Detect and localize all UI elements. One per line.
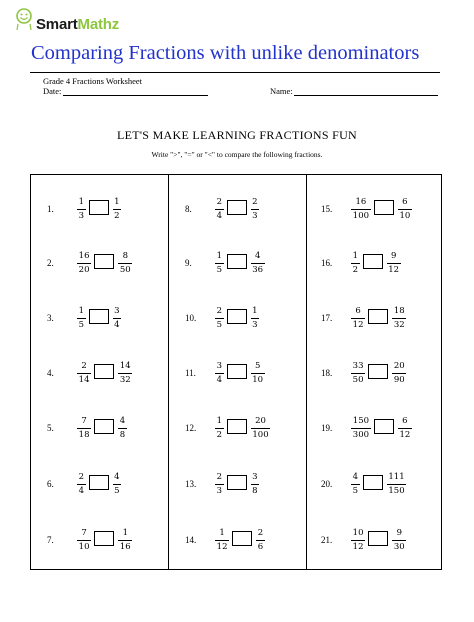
fraction [392, 361, 406, 385]
comparison-answer-box[interactable] [94, 364, 114, 379]
fraction-denominator: 2 [114, 211, 120, 221]
comparison-answer-box[interactable] [368, 364, 388, 379]
column-divider [306, 175, 307, 569]
problem-6 [47, 472, 167, 500]
fraction-bar [215, 428, 224, 429]
problem-number: 10. [185, 313, 197, 323]
fraction-numerator: 1 [216, 251, 222, 261]
fraction-bar [351, 209, 371, 210]
comparison-answer-box[interactable] [227, 200, 247, 215]
fraction [118, 361, 132, 385]
fraction-numerator: 1 [78, 197, 84, 207]
fraction [351, 306, 365, 330]
fraction [392, 306, 406, 330]
fraction-numerator: 6 [355, 306, 361, 316]
fraction-denominator: 50 [352, 375, 364, 385]
fraction [113, 197, 122, 221]
fraction-bar [113, 209, 122, 210]
problem-number: 21. [321, 535, 333, 545]
fraction-numerator: 1 [216, 416, 222, 426]
fraction-bar [256, 540, 265, 541]
problem-number: 15. [321, 204, 333, 214]
fraction-bar [118, 428, 127, 429]
fraction-numerator: 2 [216, 472, 222, 482]
fraction-denominator: 5 [352, 486, 358, 496]
fraction-numerator: 2 [78, 472, 84, 482]
fraction-denominator: 36 [252, 265, 264, 275]
fraction [351, 528, 365, 552]
fraction-numerator: 6 [402, 197, 408, 207]
fraction-bar [77, 318, 86, 319]
fraction [77, 306, 86, 330]
comparison-answer-box[interactable] [89, 200, 109, 215]
fraction-numerator: 1 [219, 528, 225, 538]
comparison-answer-box[interactable] [94, 531, 114, 546]
problem-number: 20. [321, 479, 333, 489]
fraction [113, 306, 122, 330]
title-divider [30, 72, 440, 73]
problem-number: 4. [47, 368, 54, 378]
fraction-numerator: 5 [254, 361, 261, 371]
problem-number: 12. [185, 423, 197, 433]
fraction-bar [77, 209, 86, 210]
fraction-numerator: 4 [114, 472, 120, 482]
fraction-denominator: 150 [388, 486, 405, 496]
problem-4 [47, 361, 167, 389]
fraction-bar [215, 484, 224, 485]
fraction-denominator: 4 [114, 320, 120, 330]
fraction-numerator: 2 [216, 197, 222, 207]
fraction-numerator: 3 [216, 361, 222, 371]
date-label: Date: [43, 86, 62, 96]
fraction [387, 251, 401, 275]
fraction [398, 197, 412, 221]
fraction-denominator: 12 [399, 430, 411, 440]
fraction-numerator: 16 [78, 251, 90, 261]
fraction-bar [351, 263, 360, 264]
brand-mathz: Mathz [77, 16, 120, 33]
fraction-numerator: 9 [390, 251, 397, 261]
fraction [351, 251, 360, 275]
problem-11 [185, 361, 305, 389]
fraction [77, 197, 86, 221]
comparison-answer-box[interactable] [227, 475, 247, 490]
problem-18 [321, 361, 441, 389]
problem-number: 17. [321, 313, 333, 323]
fraction-bar [251, 428, 271, 429]
comparison-answer-box[interactable] [374, 200, 394, 215]
comparison-answer-box[interactable] [363, 475, 383, 490]
fraction-denominator: 10 [252, 375, 264, 385]
fraction-denominator: 300 [352, 430, 370, 440]
fraction-denominator: 12 [216, 542, 228, 552]
fraction-denominator: 14 [78, 375, 90, 385]
fraction-bar [77, 428, 91, 429]
instructions: Write ">", "=" or "<" to compare the following fractions. [151, 150, 323, 159]
fraction-bar [392, 318, 406, 319]
fraction-denominator: 4 [78, 486, 84, 496]
fraction [113, 472, 122, 496]
name-field-line[interactable] [294, 95, 438, 96]
problem-13 [185, 472, 305, 500]
fraction [77, 528, 91, 552]
fraction-bar [215, 209, 224, 210]
fraction-numerator: 4 [352, 472, 358, 482]
problem-21 [321, 528, 441, 556]
problem-number: 6. [47, 479, 54, 489]
fraction [251, 472, 260, 496]
fraction-bar [387, 263, 401, 264]
fraction-numerator: 2 [81, 361, 87, 371]
fraction [118, 416, 127, 440]
fraction-denominator: 32 [119, 375, 131, 385]
fraction [77, 251, 91, 275]
fraction-numerator: 2 [216, 306, 222, 316]
fraction [118, 528, 132, 552]
problem-15 [321, 197, 441, 225]
fraction-denominator: 3 [78, 211, 84, 221]
problem-number: 5. [47, 423, 54, 433]
fraction [215, 197, 224, 221]
worksheet-heading: LET'S MAKE LEARNING FRACTIONS FUN [116, 128, 358, 142]
fraction [251, 361, 265, 385]
comparison-answer-box[interactable] [94, 254, 114, 269]
name-label: Name: [270, 86, 293, 96]
problem-number: 7. [47, 535, 54, 545]
fraction-bar [398, 209, 412, 210]
fraction-denominator: 100 [352, 211, 370, 221]
fraction-numerator: 7 [81, 528, 87, 538]
fraction-denominator: 6 [257, 542, 264, 552]
comparison-answer-box[interactable] [232, 531, 252, 546]
fraction [251, 197, 260, 221]
problem-19 [321, 416, 441, 444]
problem-number: 16. [321, 258, 333, 268]
fraction-denominator: 8 [119, 430, 126, 440]
problem-9 [185, 251, 305, 279]
fraction-denominator: 5 [114, 486, 120, 496]
fraction-denominator: 16 [119, 542, 131, 552]
comparison-answer-box[interactable] [89, 475, 109, 490]
fraction [215, 416, 224, 440]
problem-8 [185, 197, 305, 225]
fraction-denominator: 4 [216, 211, 222, 221]
problem-2 [47, 251, 167, 279]
fraction-bar [351, 428, 371, 429]
worksheet-label: Grade 4 Fractions Worksheet [43, 76, 143, 86]
fraction-denominator: 10 [78, 542, 90, 552]
fraction-denominator: 32 [393, 320, 405, 330]
fraction [215, 361, 224, 385]
fraction [77, 416, 91, 440]
problem-14 [185, 528, 305, 556]
problem-number: 11. [185, 368, 196, 378]
fraction-denominator: 2 [216, 430, 222, 440]
fraction-bar [77, 263, 91, 264]
problem-1 [47, 197, 167, 225]
comparison-answer-box[interactable] [227, 254, 247, 269]
fraction-bar [398, 428, 412, 429]
fraction-numerator: 3 [252, 472, 258, 482]
fraction-numerator: 1 [114, 197, 120, 207]
fraction [351, 472, 360, 496]
fraction-bar [251, 484, 260, 485]
problem-12 [185, 416, 305, 444]
fraction-numerator: 6 [402, 416, 408, 426]
fraction-bar [387, 484, 407, 485]
fraction-denominator: 90 [393, 375, 405, 385]
fraction-bar [392, 540, 406, 541]
fraction-bar [113, 484, 122, 485]
fraction-bar [215, 263, 224, 264]
fraction-denominator: 30 [393, 542, 405, 552]
fraction [387, 472, 407, 496]
fraction-bar [113, 318, 122, 319]
problem-16 [321, 251, 441, 279]
fraction-bar [392, 373, 406, 374]
fraction [392, 528, 406, 552]
fraction-bar [77, 484, 86, 485]
page-title: Comparing Fractions with unlike denominators [31, 42, 420, 64]
problem-number: 3. [47, 313, 54, 323]
fraction-bar [118, 373, 132, 374]
fraction-bar [351, 318, 365, 319]
comparison-answer-box[interactable] [227, 309, 247, 324]
brand-smart: Smart [36, 16, 78, 33]
fraction-numerator: 2 [252, 197, 258, 207]
comparison-answer-box[interactable] [227, 419, 247, 434]
comparison-answer-box[interactable] [368, 531, 388, 546]
fraction-bar [215, 540, 229, 541]
fraction-denominator: 5 [216, 265, 222, 275]
fraction-denominator: 3 [216, 486, 222, 496]
fraction-bar [351, 373, 365, 374]
fraction-numerator: 2 [257, 528, 264, 538]
comparison-answer-box[interactable] [374, 419, 394, 434]
fraction-denominator: 4 [216, 375, 222, 385]
comparison-answer-box[interactable] [227, 364, 247, 379]
problem-7 [47, 528, 167, 556]
fraction [351, 416, 371, 440]
fraction [256, 528, 265, 552]
fraction [398, 416, 412, 440]
fraction [215, 472, 224, 496]
fraction-denominator: 12 [352, 320, 364, 330]
fraction [251, 306, 260, 330]
fraction-bar [77, 540, 91, 541]
problem-number: 13. [185, 479, 197, 489]
fraction-denominator: 8 [252, 486, 258, 496]
fraction-numerator: 7 [81, 416, 87, 426]
fraction-numerator: 9 [396, 528, 402, 538]
problem-17 [321, 306, 441, 334]
fraction [351, 197, 371, 221]
fraction [251, 251, 265, 275]
fraction [215, 251, 224, 275]
fraction-numerator: 33 [352, 361, 364, 371]
fraction-numerator: 1 [252, 306, 258, 316]
problem-number: 18. [321, 368, 333, 378]
problem-5 [47, 416, 167, 444]
fraction-bar [251, 373, 265, 374]
fraction-denominator: 10 [399, 211, 411, 221]
fraction-denominator: 3 [252, 211, 258, 221]
fraction-denominator: 50 [119, 265, 131, 275]
fraction-denominator: 12 [352, 542, 364, 552]
fraction-numerator: 18 [393, 306, 405, 316]
fraction-numerator: 4 [254, 251, 261, 261]
problem-number: 14. [185, 535, 197, 545]
fraction-bar [251, 318, 260, 319]
fraction [215, 306, 224, 330]
fraction [118, 251, 132, 275]
fraction-numerator: 16 [355, 197, 367, 207]
fraction-numerator: 150 [352, 416, 370, 426]
fraction [77, 361, 91, 385]
brand-name [36, 16, 119, 33]
fraction-denominator: 20 [78, 265, 90, 275]
fraction [351, 361, 365, 385]
problem-number: 1. [47, 204, 54, 214]
problem-10 [185, 306, 305, 334]
problem-grid [30, 174, 442, 570]
date-field-line[interactable] [63, 95, 208, 96]
fraction-numerator: 20 [255, 416, 266, 426]
fraction-denominator: 3 [252, 320, 258, 330]
fraction-bar [351, 540, 365, 541]
fraction-bar [215, 373, 224, 374]
fraction-bar [251, 209, 260, 210]
fraction-numerator: 3 [114, 306, 120, 316]
fraction-numerator: 14 [119, 361, 131, 371]
fraction-denominator: 5 [216, 320, 222, 330]
fraction-denominator: 18 [78, 430, 90, 440]
fraction-bar [251, 263, 265, 264]
fraction-denominator: 12 [388, 265, 400, 275]
fraction-numerator: 8 [122, 251, 128, 261]
problem-number: 2. [47, 258, 54, 268]
fraction-numerator: 1 [78, 306, 84, 316]
fraction-bar [351, 484, 360, 485]
comparison-answer-box[interactable] [94, 419, 114, 434]
fraction-bar [215, 318, 224, 319]
fraction [251, 416, 271, 440]
problem-number: 9. [185, 258, 192, 268]
fraction-numerator: 111 [388, 472, 405, 482]
fraction-denominator: 100 [252, 430, 269, 440]
fraction-numerator: 4 [119, 416, 126, 426]
fraction-numerator: 10 [352, 528, 364, 538]
fraction-numerator: 1 [352, 251, 358, 261]
problem-number: 19. [321, 423, 333, 433]
fraction-bar [77, 373, 91, 374]
comparison-answer-box[interactable] [89, 309, 109, 324]
comparison-answer-box[interactable] [363, 254, 383, 269]
problem-number: 8. [185, 204, 192, 214]
fraction-numerator: 1 [122, 528, 128, 538]
problem-3 [47, 306, 167, 334]
fraction-bar [118, 263, 132, 264]
comparison-answer-box[interactable] [368, 309, 388, 324]
problem-20 [321, 472, 441, 500]
fraction-bar [118, 540, 132, 541]
fraction [77, 472, 86, 496]
fraction-denominator: 2 [352, 265, 358, 275]
column-divider [168, 175, 169, 569]
smiley-logo-icon [14, 8, 34, 32]
fraction-numerator: 20 [393, 361, 405, 371]
fraction [215, 528, 229, 552]
fraction-denominator: 5 [78, 320, 84, 330]
